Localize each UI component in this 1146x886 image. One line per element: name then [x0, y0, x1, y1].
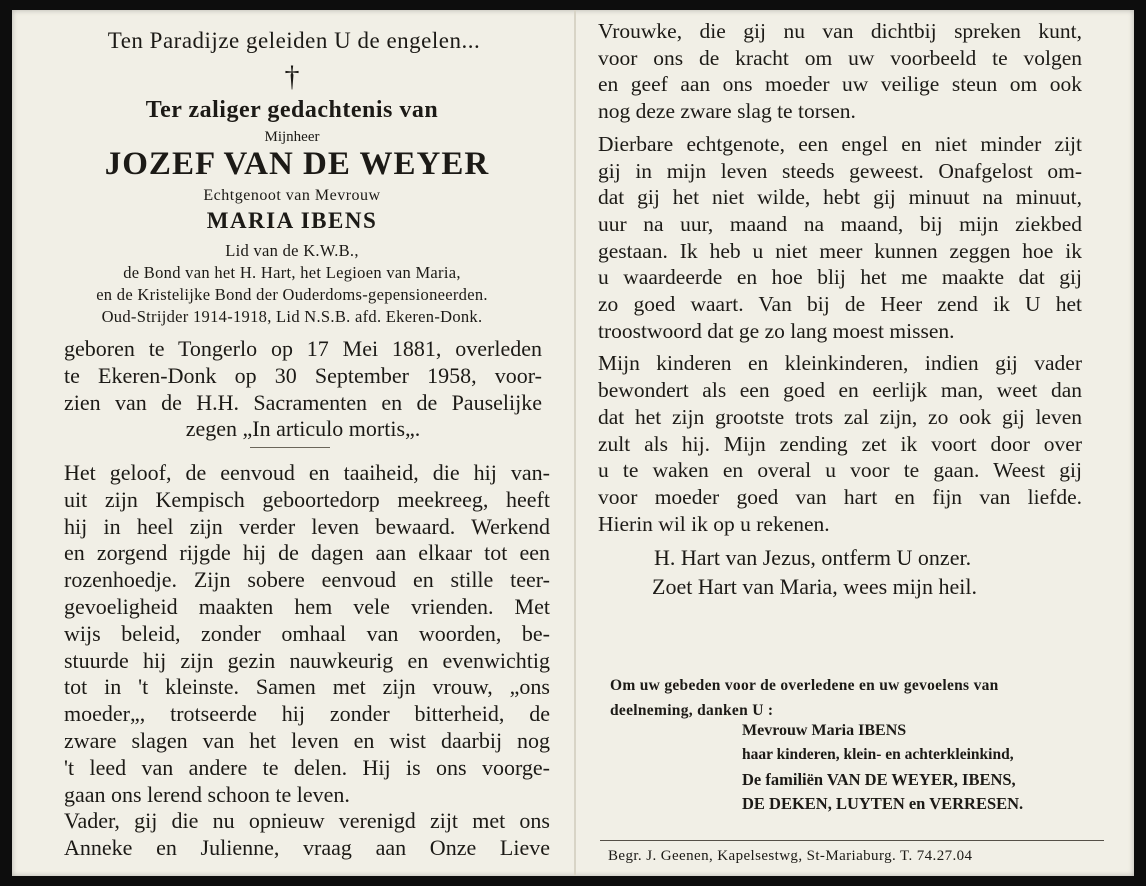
text-line: moeder„, trotseerde hij zonder bitterheid, de [64, 701, 550, 727]
text-line: Dierbare echtgenote, een engel en niet minder zijt [598, 131, 1082, 156]
text-line: Hierin wil ik op u rekenen. [598, 511, 830, 536]
text-line: stuurde hij zijn gezin nauwkeurig en evenwichtig [64, 647, 550, 673]
affiliation-line: Lid van de K.W.B., [225, 241, 359, 260]
text-line: bewondert als een goed en eerlijk man, weet dan [598, 378, 1082, 403]
text-line: zult als hij. Mijn zending zet ik voort door over [598, 431, 1082, 456]
text-line: u te waken en overal u voor te gaan. Weest gij [598, 458, 1082, 483]
text-line: wijs beleid, zonder omhaal van woorden, be- [64, 620, 550, 646]
cross-icon: † [284, 60, 300, 93]
text-line: voor ons de kracht om uw voorbeeld te volgen [598, 45, 1082, 70]
opening-verse: Ten Paradijze geleiden U de engelen... [107, 28, 481, 53]
family-line: DE DEKEN, LUYTEN en VERRESEN. [742, 794, 1024, 813]
text-line: hij in heel zijn verder leven bewaard. Werkend [64, 513, 550, 539]
text-line: Vader, gij die nu opnieuw verenigd zijt met ons [64, 808, 550, 834]
text-line: dat het zijn grootste trots zal zijn, zo ook gij leven [598, 404, 1082, 429]
affiliation-line: Oud-Strijder 1914-1918, Lid N.S.B. afd. Ekeren-Donk. [101, 307, 483, 326]
text-line: voor moeder goed van hart en fijn van liefde. [598, 484, 1082, 509]
family-line: haar kinderen, klein- en achterkleinkind, [742, 746, 1014, 763]
birth-death-line: zien van de H.H. Sacramenten en de Pauselijke [64, 390, 542, 415]
text-line: uit zijn Kempisch geboortedorp meekreeg, heeft [64, 486, 550, 512]
spouse-name: MARIA IBENS [206, 208, 378, 233]
text-line: Het geloof, de eenvoud en taaiheid, die hij van- [64, 460, 550, 485]
affiliation-line: en de Kristelijke Bond der Ouderdoms-gepensioneerden. [96, 285, 488, 304]
family-line: De familiën VAN DE WEYER, IBENS, [742, 770, 1016, 789]
deceased-name: JOZEF VAN DE WEYER [104, 146, 490, 182]
text-line: Anneke en Julienne, vraag aan Onze Lieve [64, 835, 550, 861]
text-line: uur na uur, maand na maand, bij mijn ziekbed [598, 211, 1082, 236]
family-line: Mevrouw Maria IBENS [742, 722, 907, 739]
prayer-line: Zoet Hart van Maria, wees mijn heil. [652, 574, 978, 599]
birth-death-line: zegen „In articulo mortis„. [185, 416, 421, 441]
text-line: gestaan. Ik heb u niet meer kunnen zeggen hoe ik [598, 238, 1082, 263]
text-line: Vrouwke, die gij nu van dichtbij spreken kunt, [598, 19, 1082, 43]
prayer-line: H. Hart van Jezus, ontferm U onzer. [654, 545, 972, 570]
affiliation-line: de Bond van het H. Hart, het Legioen van Maria, [123, 263, 461, 282]
text-line: 't leed van andere te delen. Hij is ons voorge- [64, 754, 550, 780]
text-line: Mijn kinderen en kleinkinderen, indien gij vader [598, 351, 1082, 376]
printer-credit: Begr. J. Geenen, Kapelsestwg, St-Mariaburg. T. 74.27.04 [608, 848, 973, 864]
divider [600, 840, 1104, 841]
text-line: en zorgend rijgde hij de dagen aan elkaar tot een [64, 540, 550, 566]
card-fold [574, 10, 576, 876]
text-line: tot in 't kleinste. Samen met zijn vrouw, „ons [64, 674, 550, 700]
thanks-line: deelneming, danken U : [610, 702, 774, 719]
biography-text [64, 460, 550, 862]
memory-heading: Ter zaliger gedachtenis van [145, 97, 439, 123]
text-line: en geef aan ons moeder uw veilige steun om ook [598, 72, 1082, 97]
text-line: gaan ons lerend schoon te leven. [64, 781, 350, 807]
text-line: zo goed waart. Van bij de Heer zend ik U het [598, 292, 1082, 317]
text-line: troostwoord dat ge zo lang moest missen. [598, 318, 955, 343]
text-line: rozenhoedje. Zijn sobere eenvoud en stille teer- [64, 567, 550, 593]
birth-death-line: geboren te Tongerlo op 17 Mei 1881, overleden [64, 336, 542, 361]
divider [250, 447, 330, 448]
thanks-line: Om uw gebeden voor de overledene en uw gevoelens van [610, 677, 999, 694]
text-line: gij in mijn leven steeds geweest. Onafgelost om- [598, 158, 1082, 183]
text-line: dat gij het niet wilde, hebt gij minuut na minuut, [598, 185, 1082, 210]
address-text [598, 18, 1082, 537]
text-line: gevoeligheid maakten hem vele vrienden. Met [64, 593, 550, 619]
honorific: Mijnheer [264, 129, 320, 145]
spouse-intro: Echtgenoot van Mevrouw [203, 187, 381, 204]
text-line: zware slagen van het leven en wist daarbij nog [64, 727, 550, 753]
text-line: u waardeerde en hoe blij het me maakte dat gij [598, 265, 1082, 290]
text-line: nog deze zware slag te torsen. [598, 99, 856, 124]
birth-death-line: te Ekeren-Donk op 30 September 1958, voor- [64, 363, 542, 388]
